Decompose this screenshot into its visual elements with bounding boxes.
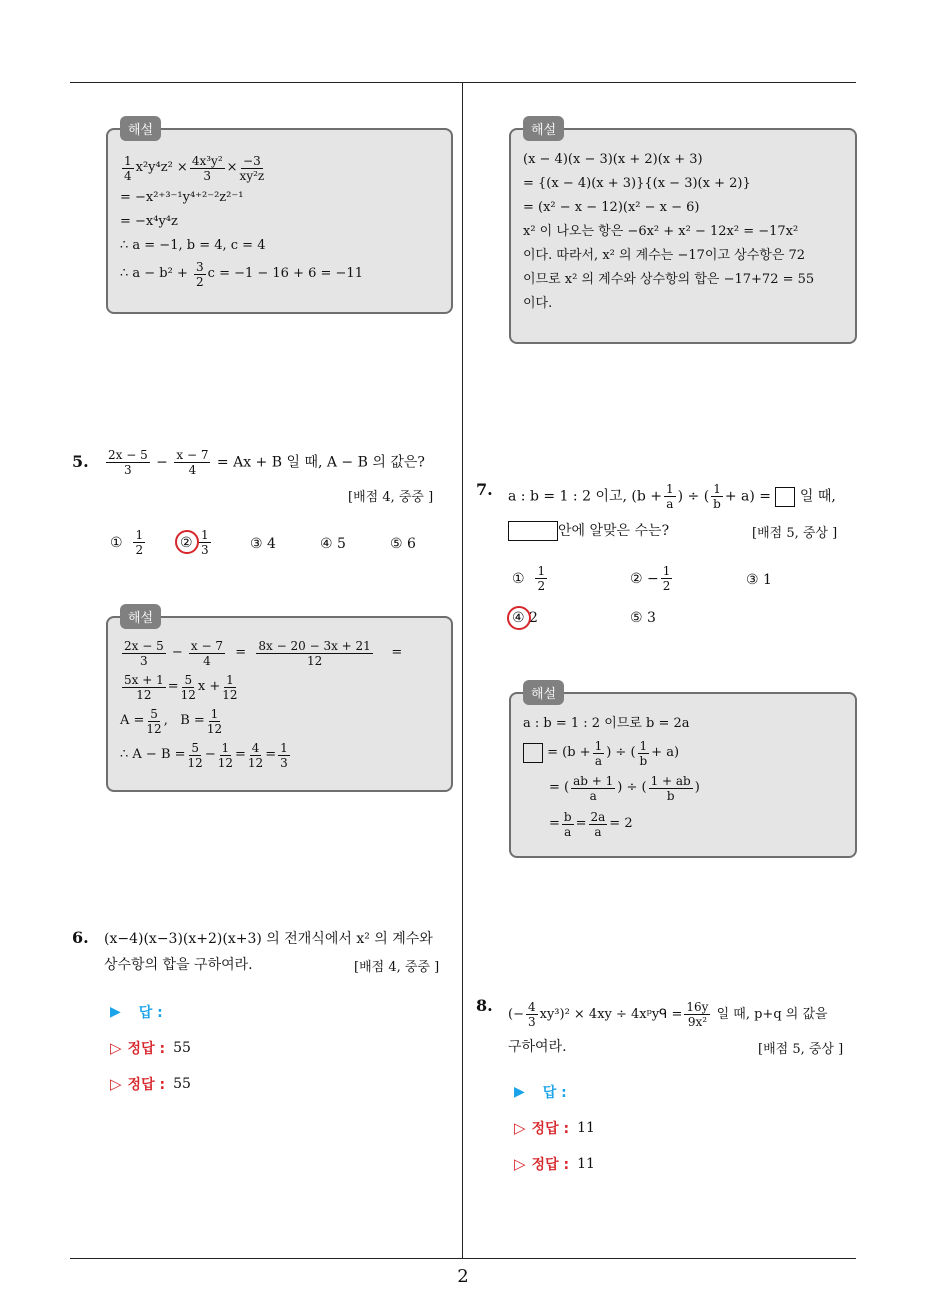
q8-correct-answer-2: ▷ 정답 : 11 xyxy=(514,1155,595,1173)
question-6-meta: [배점 4, 중중 ] xyxy=(354,960,440,975)
question-8-line1: (− $\frac{4}{3}$ xy³)² × 4xy ÷ 4xᵖyᑫ = $\frac{16y}{\text{9x²}}$ 일 때, p+q 의 값을 xyxy=(508,1000,828,1029)
q5-selected-mark xyxy=(175,530,199,554)
play-icon: ▶ xyxy=(110,1004,121,1020)
q7-option-5[interactable]: ⑤ 3 xyxy=(630,610,656,626)
solution-box-q7 xyxy=(509,687,857,858)
solution-line: = {(x − 4)(x + 3)}{(x − 3)(x + 2)} xyxy=(523,176,751,191)
column-divider xyxy=(462,83,463,1259)
question-7-line1: a : b = 1 : 2 이고, (b + $\frac{1}{a}$ ) ÷ ( $\frac{1}{b}$ + a) = 일 때, xyxy=(508,482,836,511)
question-7-line2: 안에 알맞은 수는? xyxy=(508,520,669,542)
question-5-text: $\frac{2x - 5}{3}$ − $\frac{x - 7}{4}$ = Ax + B 일 때, A − B 의 값은? xyxy=(108,448,425,477)
outline-play-icon: ▷ xyxy=(514,1119,526,1137)
solution-line: a : b = 1 : 2 이므로 b = 2a xyxy=(523,716,690,731)
solution-line: $\frac{1}{4}$ x²y⁴z² × $\frac{\text{4x³y²}}{3}$ × $\frac{-3}{\text{xy²z}}$ xyxy=(124,153,265,183)
solution-line: ∴ A − B = $\frac{5}{12}$ − $\frac{1}{12}$ = $\frac{4}{12}$ = $\frac{1}{3}$ xyxy=(120,740,288,770)
question-number-6: 6. xyxy=(72,928,89,947)
solution-line: 이다. 따라서, x² 의 계수는 −17이고 상수항은 72 xyxy=(523,248,806,263)
solution-line: = (b + $\frac{1}{a}$ ) ÷ ( $\frac{1}{b}$ + a) xyxy=(523,736,700,770)
solution-line: ∴ a − b² + $\frac{3}{2}$ c = −1 − 16 + 6 = −11 xyxy=(120,259,363,289)
page-number: 2 xyxy=(457,1266,469,1287)
q5-option-4[interactable]: ④ 5 xyxy=(320,536,346,552)
answer-blank-square xyxy=(775,487,795,507)
question-6-line2: 상수항의 합을 구하여라. xyxy=(104,957,253,973)
q5-option-3[interactable]: ③ 4 xyxy=(250,536,276,552)
solution-line: = ( $\frac{ab + 1}{a}$ ) ÷ ( $\frac{1 + ab}{b}$ ) xyxy=(549,773,700,803)
solution-line: A = $\frac{5}{12}$ , B = $\frac{1}{12}$ xyxy=(120,706,223,736)
bottom-rule xyxy=(70,1258,856,1259)
solution-box-q6 xyxy=(509,123,857,344)
solution-line: (x − 4)(x − 3)(x + 2)(x + 3) xyxy=(523,152,703,167)
solution-tab: 해설 xyxy=(120,116,161,141)
answer-blank-rect xyxy=(508,521,558,541)
q8-correct-answer-1: ▷ 정답 : 11 xyxy=(514,1119,595,1137)
question-6-line1: (x−4)(x−3)(x+2)(x+3) 의 전개식에서 x² 의 계수와 xyxy=(104,931,433,947)
question-8-meta: [배점 5, 중상 ] xyxy=(758,1042,844,1057)
q5-option-2[interactable]: ② $\frac{1}{3}$ xyxy=(180,528,209,557)
solution-line: = $\frac{b}{a}$ = $\frac{2a}{a}$ = 2 xyxy=(549,809,633,839)
solution-line: = (x² − x − 12)(x² − x − 6) xyxy=(523,200,700,215)
solution-line: x² 이 나오는 항은 −6x² + x² − 12x² = −17x² xyxy=(523,224,799,239)
q8-answer-field[interactable]: ▶ 답 : xyxy=(514,1084,567,1101)
outline-play-icon: ▷ xyxy=(110,1039,122,1057)
solution-lines xyxy=(120,636,402,772)
solution-lines xyxy=(523,148,814,316)
outline-play-icon: ▷ xyxy=(110,1075,122,1093)
question-8-line2: 구하여라. xyxy=(508,1039,567,1055)
solution-box-q5 xyxy=(106,611,453,792)
solution-line: $\frac{5x + 1}{12}$ = $\frac{5}{12}$ x + $\frac{1}{12}$ xyxy=(124,672,238,702)
q7-option-4[interactable]: ④ 2 xyxy=(512,610,538,626)
solution-tab: 해설 xyxy=(120,604,161,629)
play-icon: ▶ xyxy=(514,1084,525,1100)
q5-option-1[interactable]: ① $\frac{1}{2}$ xyxy=(110,528,144,557)
q6-correct-answer-2: ▷ 정답 : 55 xyxy=(110,1075,191,1093)
q7-option-3[interactable]: ③ 1 xyxy=(746,572,772,588)
solution-line: = −x⁴y⁴z xyxy=(120,214,178,229)
solution-tab: 해설 xyxy=(523,680,564,705)
solution-line: 이므로 x² 의 계수와 상수항의 합은 −17+72 = 55 xyxy=(523,272,815,287)
solution-line: $\frac{2x - 5}{3}$ − $\frac{x - 7}{4}$ = $\frac{8x - 20 - 3x + 21}{12}$ = xyxy=(124,638,403,668)
top-rule xyxy=(70,82,856,83)
q7-selected-mark xyxy=(507,606,531,630)
q6-correct-answer-1: ▷ 정답 : 55 xyxy=(110,1039,191,1057)
q7-option-1[interactable]: ① $\frac{1}{2}$ xyxy=(512,564,546,593)
solution-line: = −x²⁺³⁻¹y⁴⁺²⁻²z²⁻¹ xyxy=(120,190,244,205)
q6-answer-field[interactable]: ▶ 답 : xyxy=(110,1004,163,1021)
question-number-5: 5. xyxy=(72,452,89,471)
solution-line: 이다. xyxy=(523,296,553,311)
question-number-7: 7. xyxy=(476,480,493,499)
solution-box-q4 xyxy=(106,123,453,314)
solution-lines xyxy=(120,150,363,290)
question-number-8: 8. xyxy=(476,996,493,1015)
question-7-meta: [배점 5, 중상 ] xyxy=(752,526,838,541)
question-5-meta: [배점 4, 중중 ] xyxy=(348,490,434,505)
outline-play-icon: ▷ xyxy=(514,1155,526,1173)
solution-line: ∴ a = −1, b = 4, c = 4 xyxy=(120,238,266,253)
q7-option-2[interactable]: ② − $\frac{1}{2}$ xyxy=(630,564,671,593)
q5-option-5[interactable]: ⑤ 6 xyxy=(390,536,416,552)
solution-tab: 해설 xyxy=(523,116,564,141)
answer-blank-square xyxy=(523,743,543,763)
solution-lines xyxy=(523,712,700,842)
